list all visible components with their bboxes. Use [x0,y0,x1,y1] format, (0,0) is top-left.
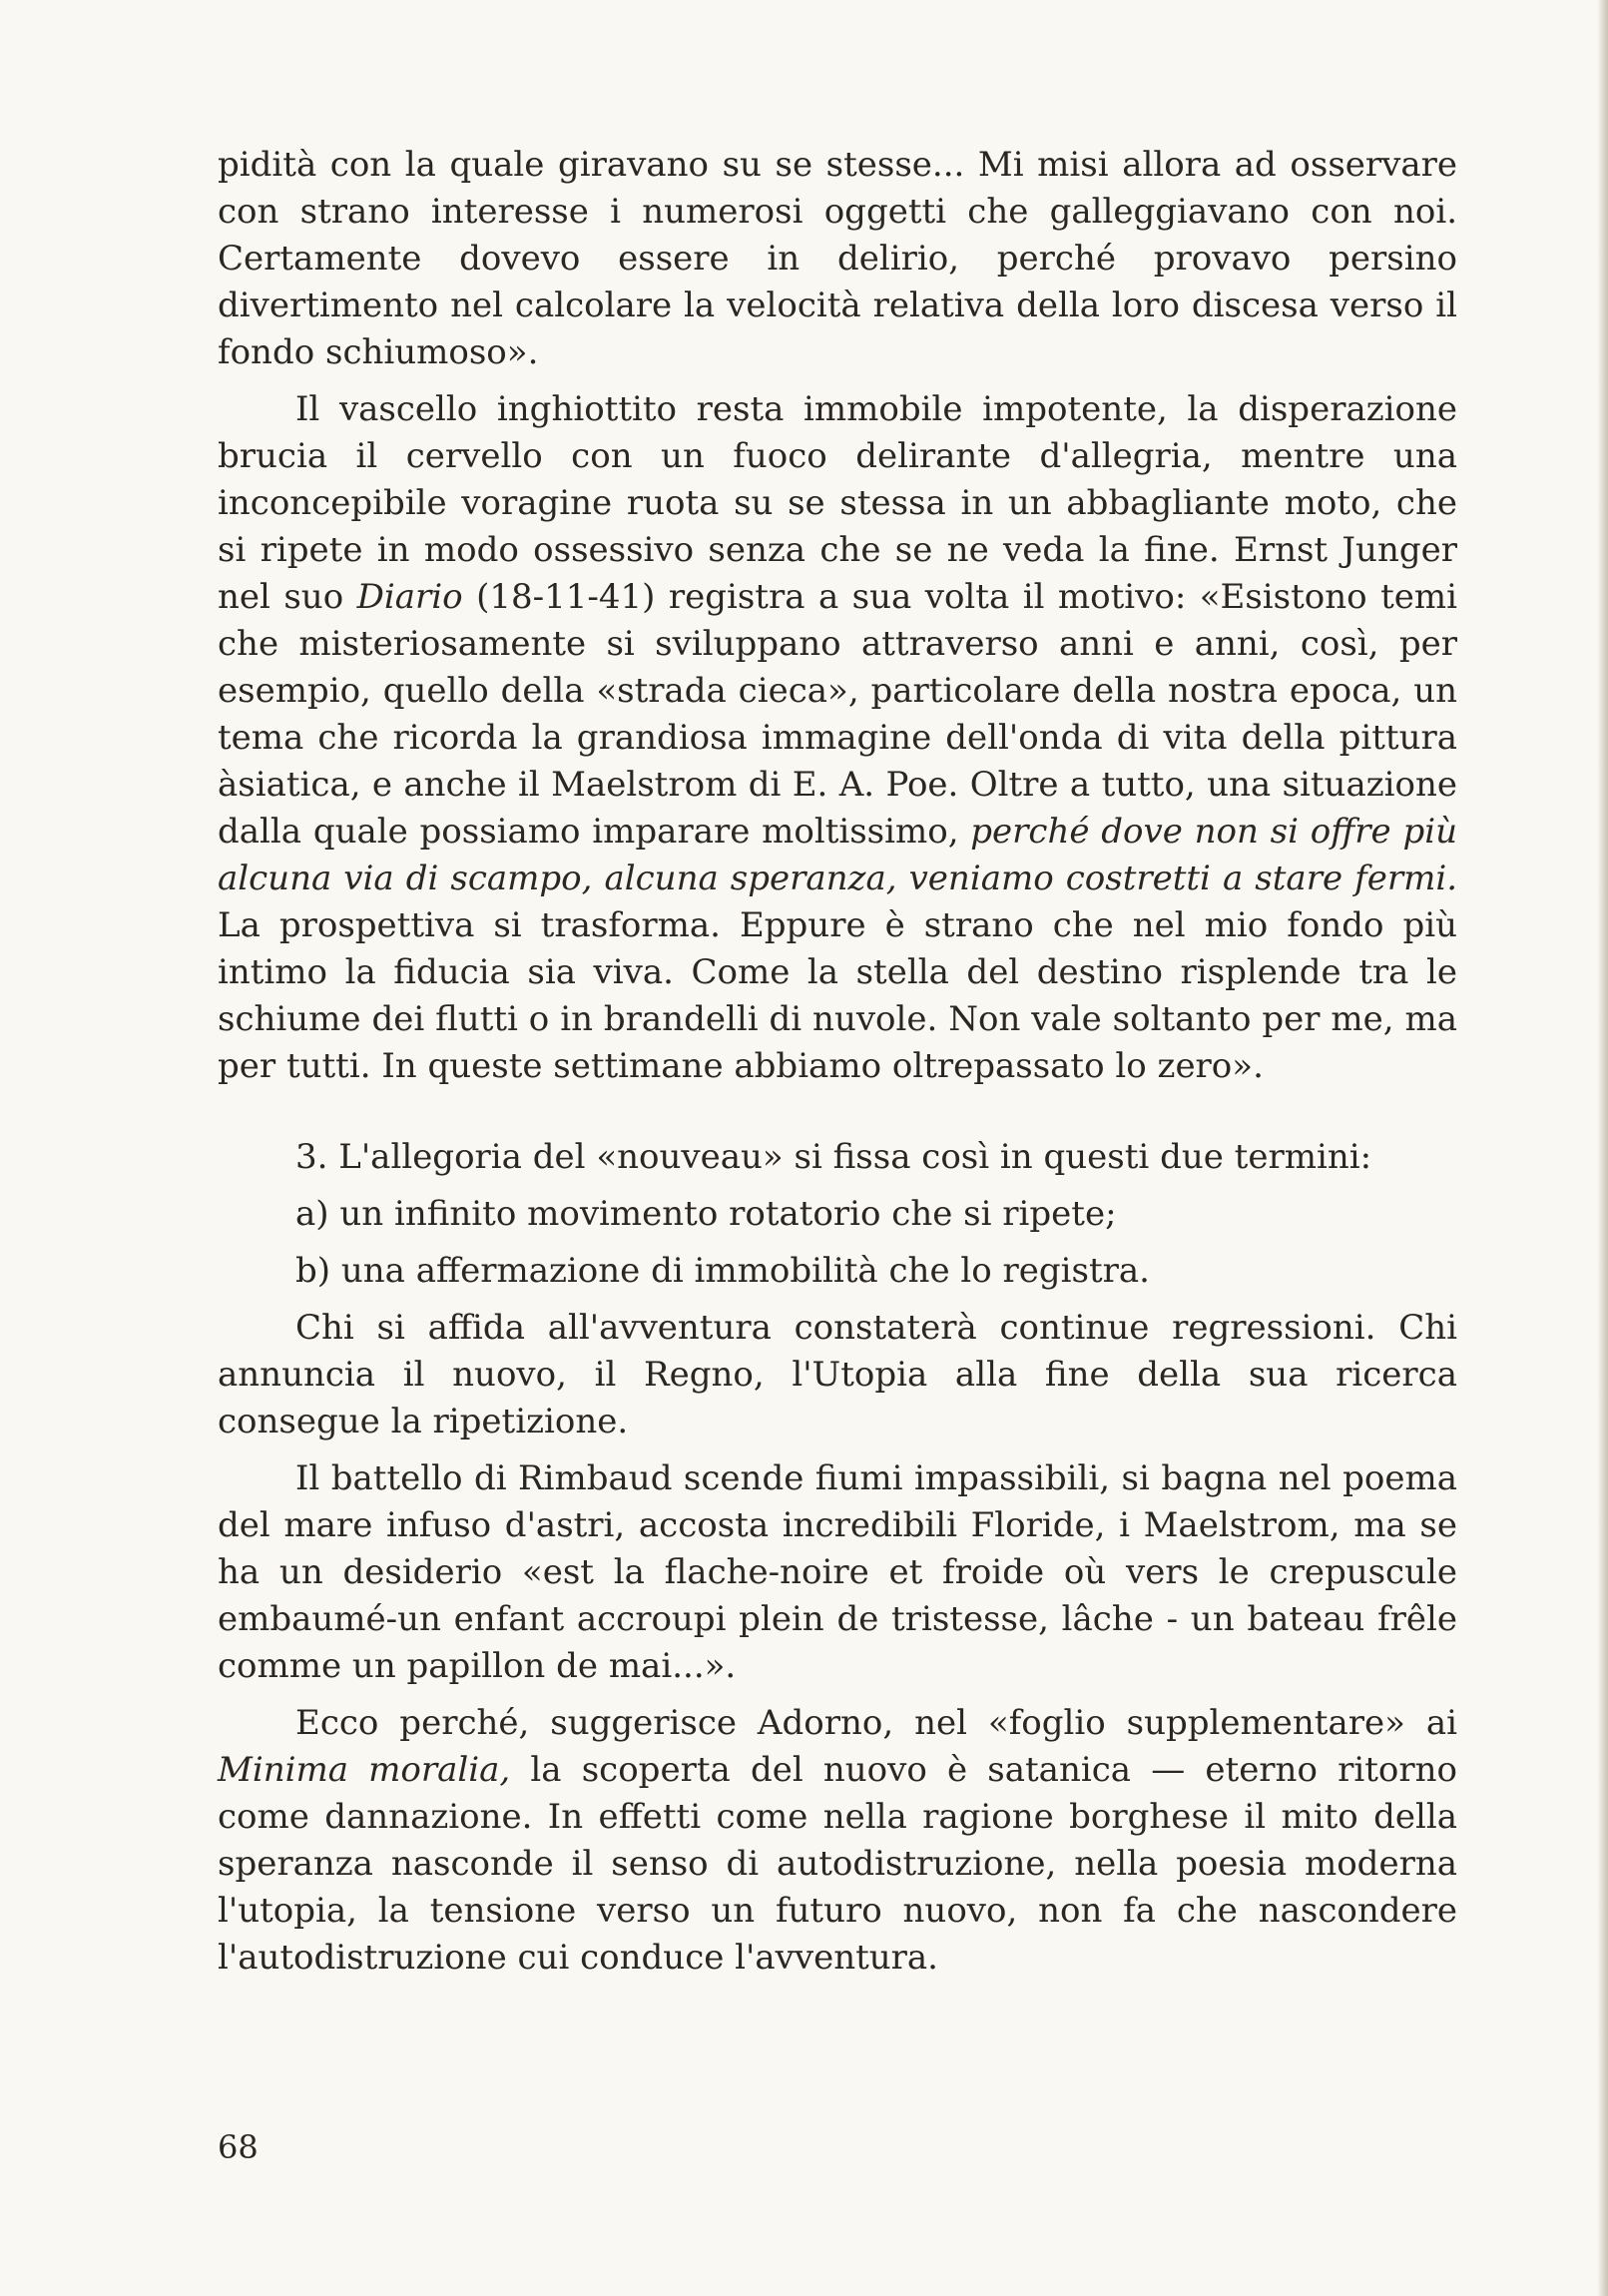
section-3-heading-paragraph: 3. L'allegoria del «nouveau» si fissa così in questi due termini: [295,1137,1372,1177]
list-item-b: b) una affermazione di immobilità che lo registra. [295,1251,1150,1291]
italic-title-minima-moralia: Minima moralia, [218,1750,511,1790]
paragraph-adorno [218,1700,1457,1982]
paragraph-text: (18-11-41) registra a sua volta il motivo: «Esistono temi che misteriosamente si sviluppano attraverso anni e anni, così, per esempio, quello della «strada cieca», particolare della nostra epoca, un tema che ricorda la grandiosa immagine dell'onda di vita della pittura àsiatica, e anche il Maelstrom di E. A. Poe. Oltre a tutto, una situazione dalla quale possiamo imparare moltissimo, [218,577,1457,852]
italic-quote: perché dove non si offre più alcuna via di scampo, alcuna speranza, veniamo costretti a stare fermi. [218,812,1457,898]
italic-title-diario: Diario [356,577,463,617]
body-text [218,142,1457,1992]
paragraph-rimbaud: Il battello di Rimbaud scende fiumi impassibili, si bagna nel poema del mare infuso d'astri, accosta incredibili Floride, i Maelstrom, ma se ha un desiderio «est la flache-noire et froide où vers le crepuscule embaumé-un enfant accroupi plein de tristesse, lâche - un bateau frêle comme un papillon de mai...». [218,1458,1457,1686]
paragraph-text: La prospettiva si trasforma. Eppure è strano che nel mio fondo più intimo la fiducia sia viva. Come la stella del destino risplende tra le schiume dei flutti o in brandelli di nuvole. Non vale soltanto per me, ma per tutti. In queste settimane abbiamo oltrepassato lo zero». [218,905,1457,1086]
paragraph-vascello [218,386,1457,1090]
list-item-a: a) un infinito movimento rotatorio che si ripete; [295,1194,1117,1234]
paragraph-text: Ecco perché, suggerisce Adorno, nel «foglio supplementare» ai [295,1703,1457,1743]
paragraph-text: Il vascello inghiottito resta immobile impotente, la disperazione brucia il cervello con un fuoco delirante d'allegria, mentre una inconcepibile voragine ruota su se stessa in un abbagliante moto, che si ripete in modo ossessivo senza che se ne veda la fine. Ernst Junger nel suo [218,389,1457,617]
paragraph-continuation: pidità con la quale giravano su se stesse... Mi misi allora ad osservare con strano interesse i numerosi oggetti che galleggiavano con noi. Certamente dovevo essere in delirio, perché provavo persino divertimento nel calcolare la velocità relativa della loro discesa verso il fondo schiumoso». [218,145,1457,372]
paragraph-text: la scoperta del nuovo è satanica — eterno ritorno come dannazione. In effetti come nella ragione borghese il mito della speranza nasconde il senso di autodistruzione, nella poesia moderna l'utopia, la tensione verso un futuro nuovo, non fa che nascondere l'autodistruzione cui conduce l'avventura. [218,1750,1457,1978]
paragraph-avventura: Chi si affida all'avventura constaterà continue regressioni. Chi annuncia il nuovo, il Regno, l'Utopia alla fine della sua ricerca consegue la ripetizione. [218,1308,1457,1441]
page-number: 68 [218,2128,259,2166]
page-edge-shadow [1597,0,1608,2296]
